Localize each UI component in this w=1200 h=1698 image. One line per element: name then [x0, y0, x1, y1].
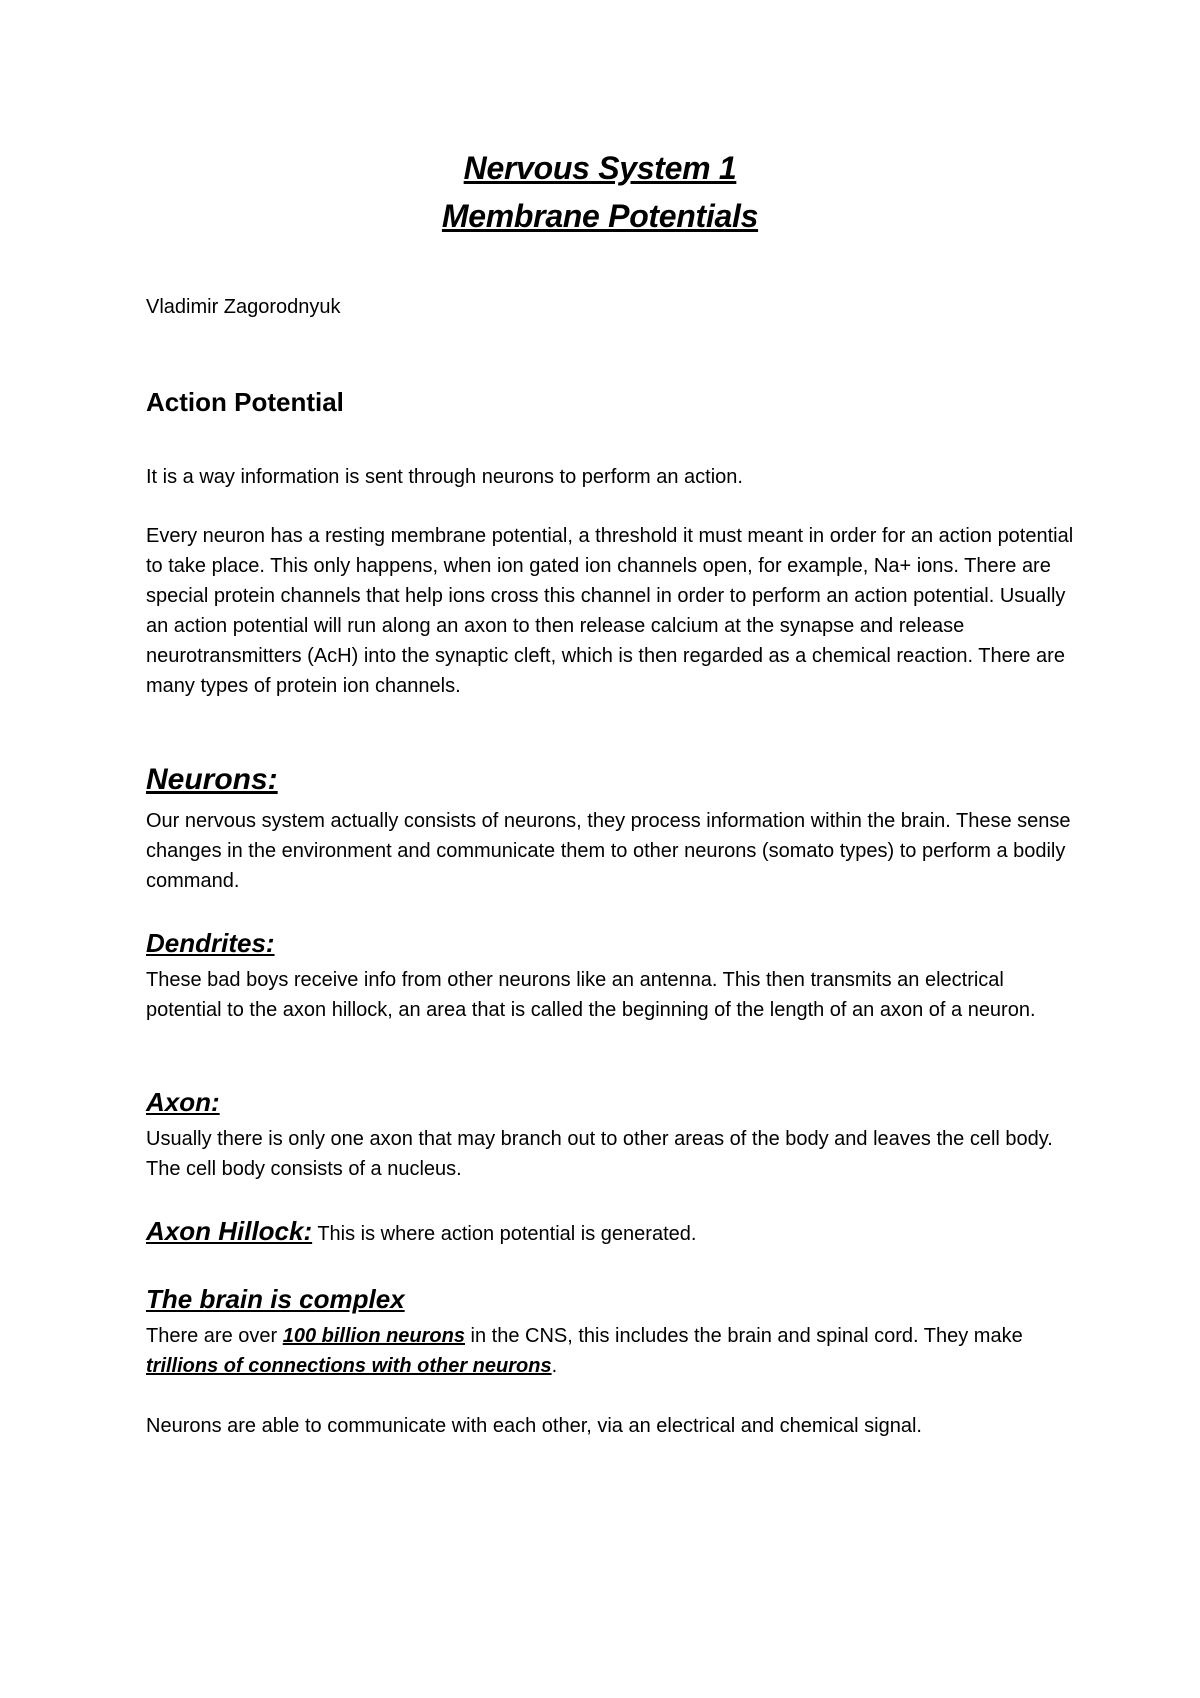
action-potential-body: Every neuron has a resting membrane potential, a threshold it must meant in order for an action potential to take place. This only happens, when ion gated ion channels open, for example, Na+ ions. There are special protein channels that help ions cross this channel in order to perform an action potential. Usually an action potential will run along an axon to then release calcium at the synapse and release neurotransmitters (AcH) into the synaptic cleft, which is then regarded as a chemical reaction. There are many types of protein ion channels. [146, 525, 1074, 697]
axon-hillock-paragraph [146, 1216, 1076, 1249]
axon-text: Usually there is only one axon that may branch out to other areas of the body and leaves the cell body. The cell body consists of a nucleus. [146, 1128, 1053, 1180]
dendrites-text: These bad boys receive info from other neurons like an antenna. This then transmits an electrical potential to the axon hillock, an area that is called the beginning of the length of an axon of a neuron. [146, 969, 1036, 1021]
brain-text-a: There are over [146, 1325, 283, 1347]
axon-hillock-heading: Axon Hillock: [146, 1216, 313, 1246]
document-title-line2: Membrane Potentials [441, 198, 759, 234]
brain-emphasis-connections: trillions of connections with other neurons [146, 1355, 552, 1377]
action-potential-heading: Action Potential [146, 387, 344, 417]
brain-text-b: in the CNS, this includes the brain and spinal cord. They make [465, 1325, 1023, 1347]
brain-text [146, 1321, 1076, 1381]
brain-heading: The brain is complex [146, 1284, 405, 1314]
action-potential-intro: It is a way information is sent through neurons to perform an action. [146, 466, 743, 488]
brain-text-c: . [551, 1355, 558, 1377]
dendrites-heading: Dendrites: [146, 928, 275, 958]
neurons-heading: Neurons: [146, 763, 278, 796]
author-name: Vladimir Zagorodnyuk [146, 296, 341, 318]
document-title-line1: Nervous System 1 [463, 150, 737, 186]
closing-paragraph: Neurons are able to communicate with each other, via an electrical and chemical signal. [146, 1415, 922, 1437]
axon-heading: Axon: [146, 1087, 220, 1117]
brain-emphasis-neurons: 100 billion neurons [282, 1325, 465, 1347]
neurons-text: Our nervous system actually consists of neurons, they process information within the brain. These sense changes in the environment and communicate them to other neurons (somato types) to perform a bodily command. [146, 810, 1071, 892]
axon-hillock-text: This is where action potential is generated. [312, 1223, 697, 1245]
